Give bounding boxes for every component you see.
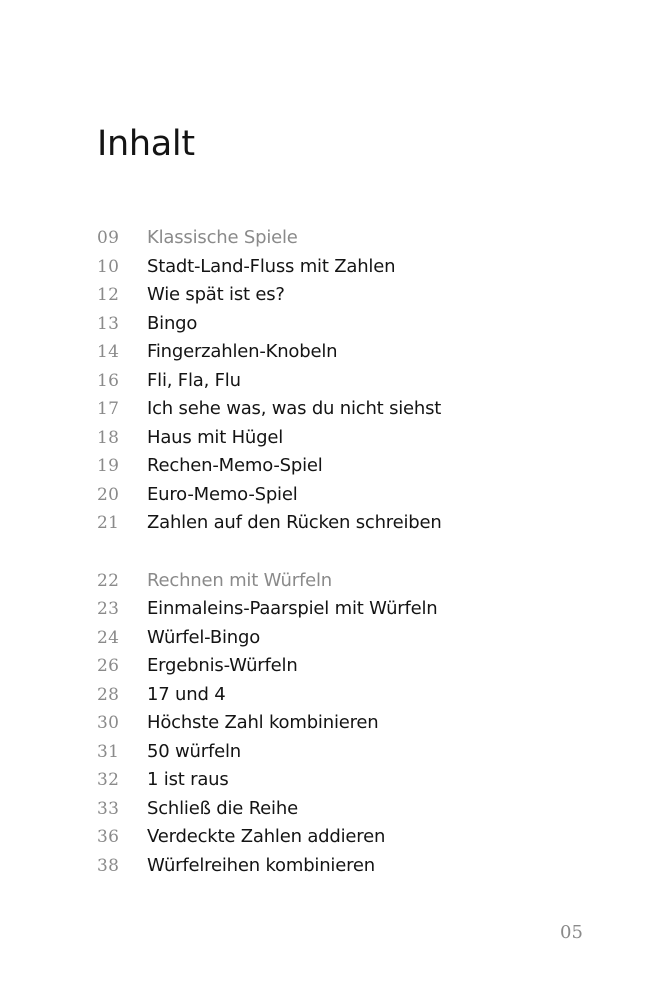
toc-page-number: 36 xyxy=(97,827,120,847)
toc-entry xyxy=(97,281,577,310)
toc-entry-title: Verdeckte Zahlen addieren xyxy=(147,826,386,847)
toc-page-number: 24 xyxy=(97,627,120,648)
toc-page-number: 33 xyxy=(97,798,120,819)
toc-entry xyxy=(97,509,577,538)
page-title: Inhalt xyxy=(97,124,195,164)
toc-entry-title: Ergebnis-Würfeln xyxy=(147,655,298,676)
toc-page-number: 28 xyxy=(97,684,120,705)
toc-entry-title: Rechen-Memo-Spiel xyxy=(147,455,323,476)
toc-page-number: 17 xyxy=(97,399,120,419)
toc-page-number: 10 xyxy=(97,256,120,277)
toc-page-number: 38 xyxy=(97,855,120,876)
toc-entry-title: 50 würfeln xyxy=(147,740,241,762)
toc-entry xyxy=(97,823,577,852)
toc-page-number: 19 xyxy=(97,456,120,476)
toc-entry xyxy=(97,766,577,795)
toc-page-number: 23 xyxy=(97,599,120,619)
toc-entry-title: Schließ die Reihe xyxy=(147,797,298,819)
toc-entry xyxy=(97,395,577,424)
toc-entry-title: Einmaleins-Paarspiel mit Würfeln xyxy=(147,598,438,619)
toc-entry-title: 1 ist raus xyxy=(147,769,229,790)
toc-entry xyxy=(97,367,577,396)
toc-entry xyxy=(97,852,577,881)
toc-page-number: 22 xyxy=(97,570,120,591)
toc-page-number: 20 xyxy=(97,484,120,505)
toc-entry-title: Haus mit Hügel xyxy=(147,426,284,448)
toc-entry-title: Würfelreihen kombinieren xyxy=(147,854,375,876)
toc-heading-title: Rechnen mit Würfeln xyxy=(147,569,332,591)
toc-entry xyxy=(97,424,577,453)
toc-entry xyxy=(97,452,577,481)
toc-page-number: 21 xyxy=(97,513,120,533)
toc-entry xyxy=(97,310,577,339)
toc-page-number: 30 xyxy=(97,713,120,733)
toc-section-heading xyxy=(97,567,577,596)
toc-entry xyxy=(97,338,577,367)
toc-page-number: 12 xyxy=(97,285,120,305)
toc-entry-title: Zahlen auf den Rücken schreiben xyxy=(147,512,442,533)
toc-entry-title: Stadt-Land-Fluss mit Zahlen xyxy=(147,255,396,277)
toc-page-number: 31 xyxy=(97,741,120,762)
toc-entry-title: 17 und 4 xyxy=(147,683,226,705)
toc-page-number: 26 xyxy=(97,656,120,676)
toc-page-number: 32 xyxy=(97,770,120,790)
toc-page-number: 09 xyxy=(97,228,120,248)
toc-entry xyxy=(97,709,577,738)
toc-entry-title: Euro-Memo-Spiel xyxy=(147,483,298,505)
toc-entry xyxy=(97,738,577,767)
toc-page-number: 13 xyxy=(97,313,120,334)
toc-section-heading xyxy=(97,224,577,253)
toc-section-klassische-spiele xyxy=(97,224,577,538)
toc-entry-title: Bingo xyxy=(147,312,198,334)
toc-heading-title: Klassische Spiele xyxy=(147,227,298,248)
toc-entry-title: Fingerzahlen-Knobeln xyxy=(147,341,338,362)
toc-entry xyxy=(97,595,577,624)
toc-entry-title: Höchste Zahl kombinieren xyxy=(147,712,379,733)
toc-entry xyxy=(97,795,577,824)
toc-entry xyxy=(97,624,577,653)
toc-entry xyxy=(97,681,577,710)
toc-entry-title: Wie spät ist es? xyxy=(147,284,285,305)
toc-entry xyxy=(97,253,577,282)
toc-entry-title: Würfel-Bingo xyxy=(147,626,261,648)
toc-section-rechnen-mit-wuerfeln xyxy=(97,567,577,881)
table-of-contents xyxy=(97,224,577,909)
page-number: 05 xyxy=(560,922,583,943)
toc-page-number: 16 xyxy=(97,370,120,391)
toc-entry xyxy=(97,481,577,510)
toc-entry xyxy=(97,652,577,681)
toc-page-number: 18 xyxy=(97,427,120,448)
toc-entry-title: Ich sehe was, was du nicht siehst xyxy=(147,398,442,419)
toc-page-number: 14 xyxy=(97,342,120,362)
toc-entry-title: Fli, Fla, Flu xyxy=(147,369,241,391)
